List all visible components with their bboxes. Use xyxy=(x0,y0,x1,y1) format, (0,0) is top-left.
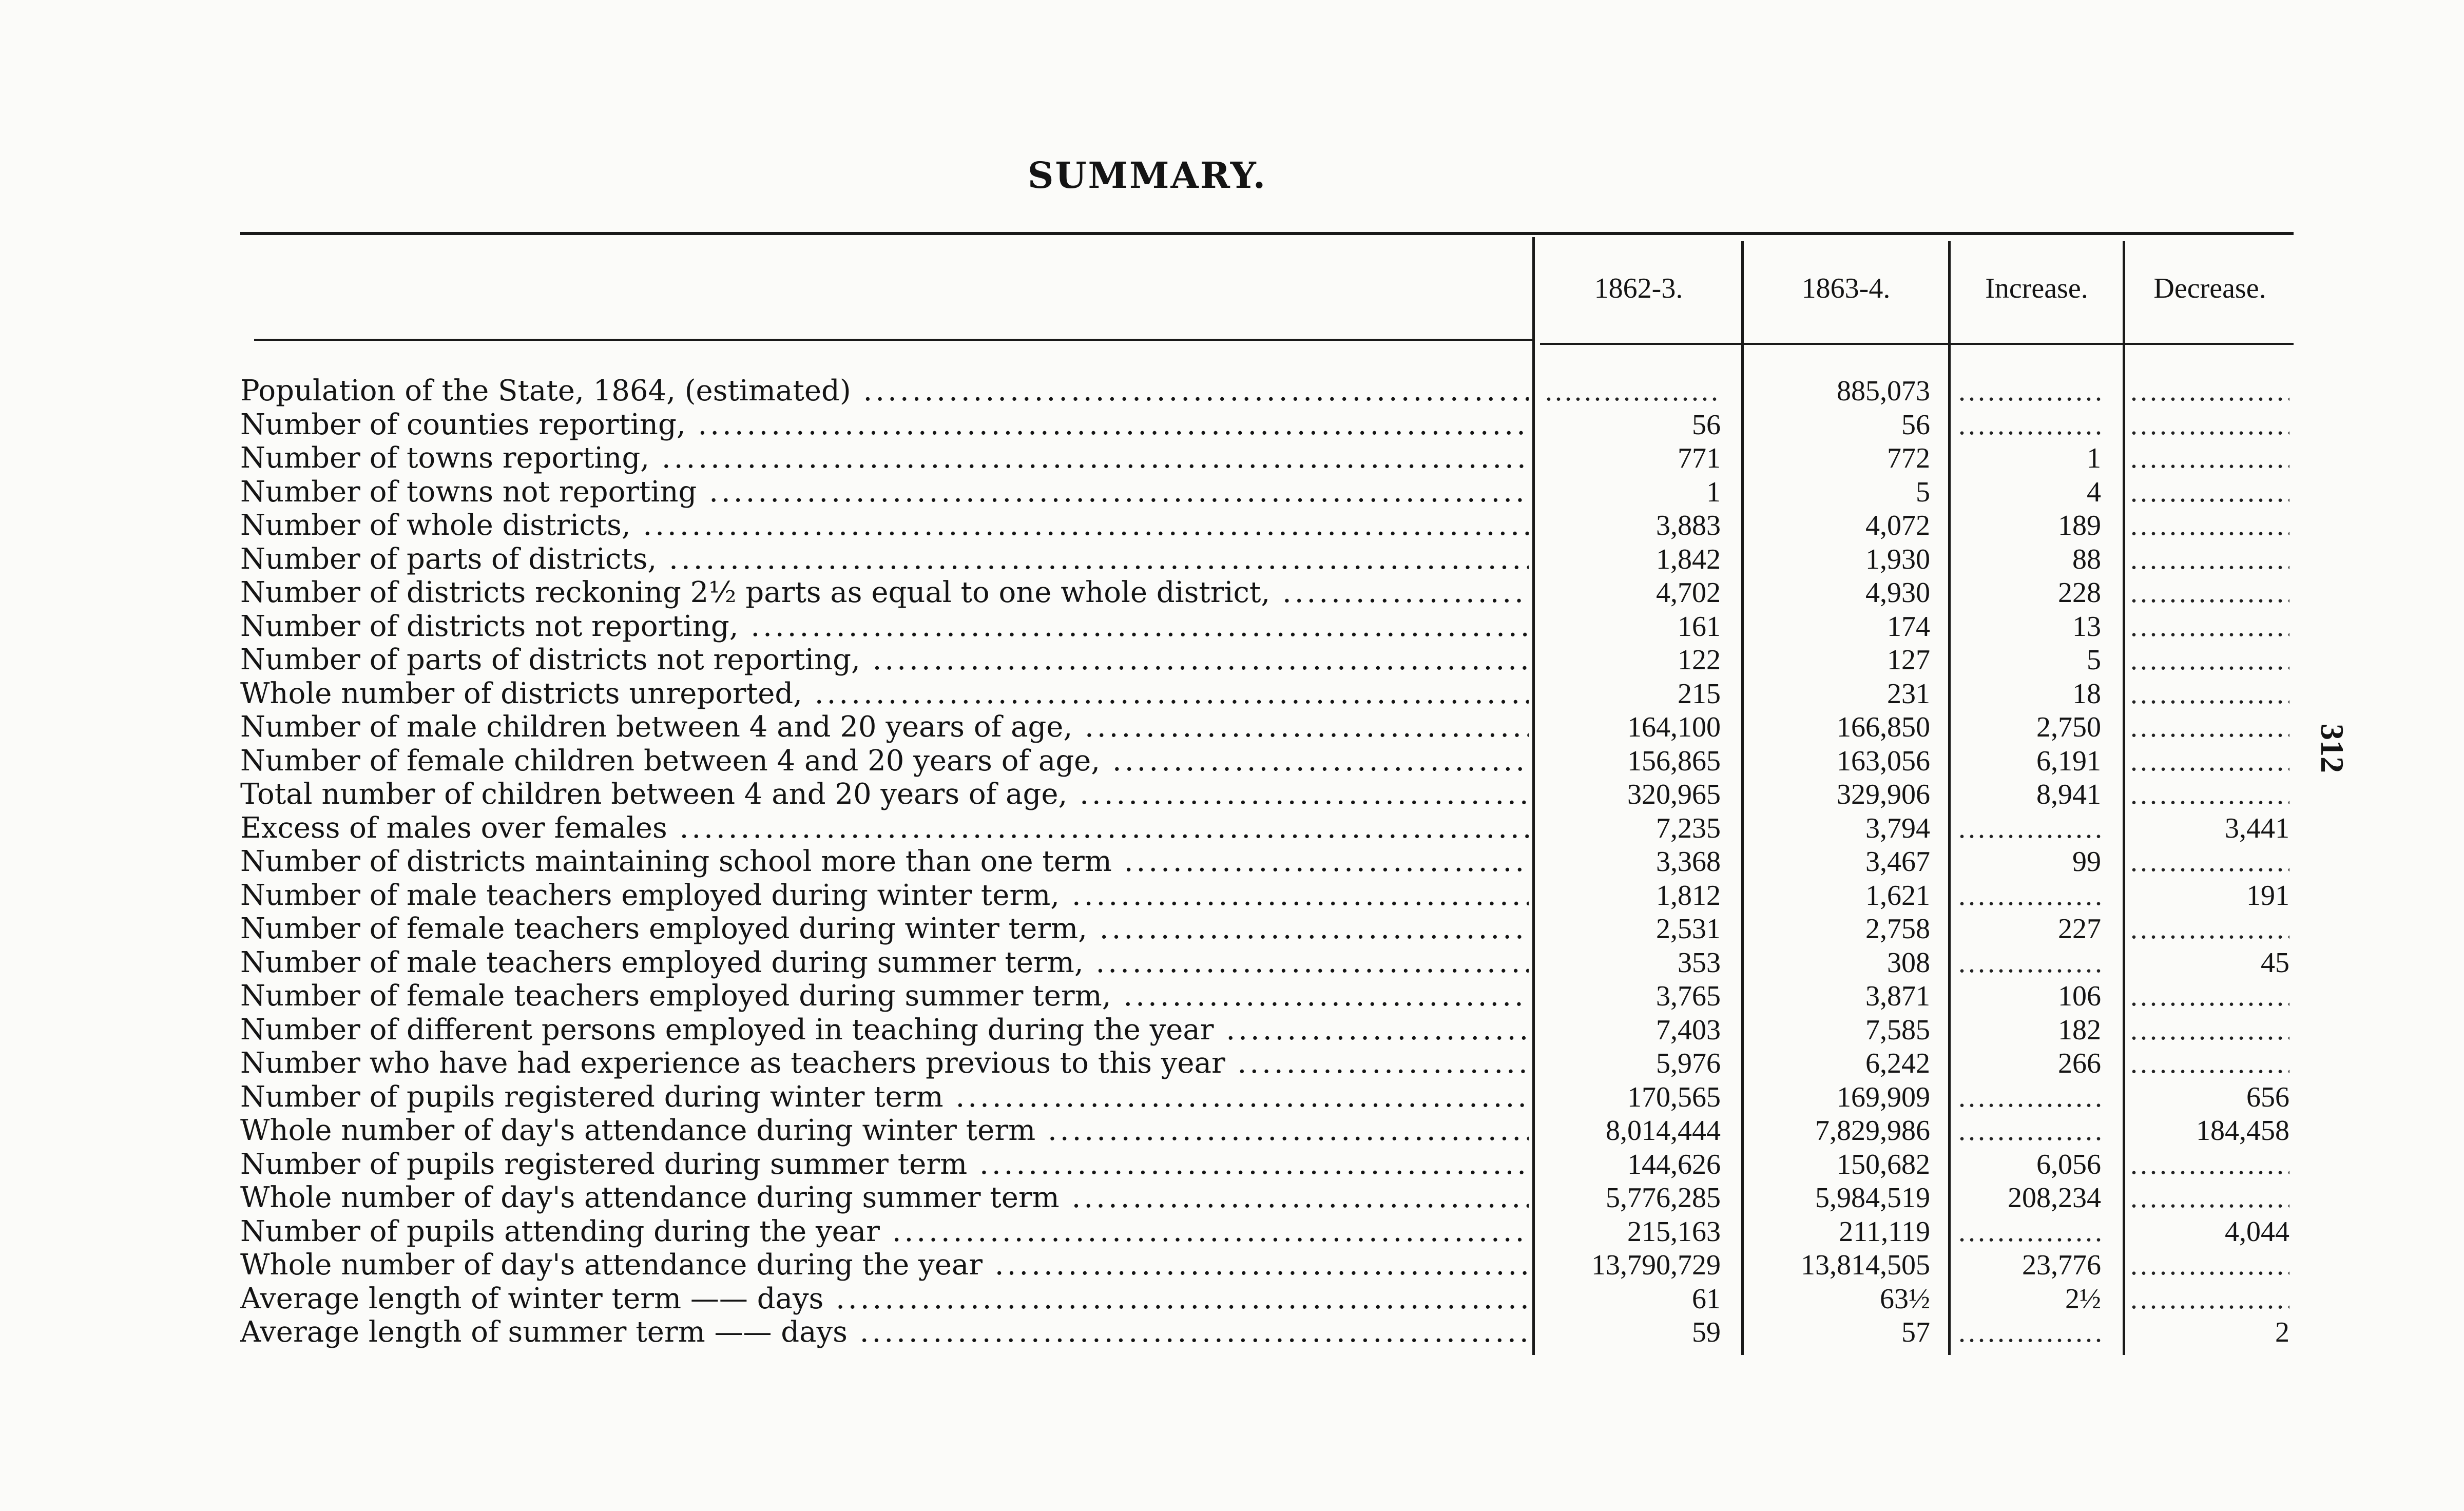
empty-cell-leader xyxy=(2130,1249,2289,1282)
value-1862-3: 320,965 xyxy=(1627,779,1721,810)
value-1862-3: 156,865 xyxy=(1627,745,1721,777)
empty-cell-leader xyxy=(2130,476,2289,509)
value-1862-3: 4,702 xyxy=(1656,577,1721,609)
row-label: Number of male children between 4 and 20 years of age, ..... xyxy=(240,711,1529,744)
value-increase: 5 xyxy=(2087,644,2101,676)
empty-cell-leader xyxy=(1958,1215,2101,1248)
table-row xyxy=(0,375,2464,408)
value-1862-3: 144,626 xyxy=(1627,1148,1721,1180)
table-row xyxy=(0,980,2464,1013)
value-1862-3: 170,565 xyxy=(1627,1081,1721,1113)
table-row xyxy=(0,711,2464,744)
table-row xyxy=(0,1249,2464,1282)
value-decrease: 45 xyxy=(2261,946,2289,979)
row-label: Excess of males over females ..... xyxy=(240,812,1529,845)
value-1862-3: 1,842 xyxy=(1656,543,1721,575)
value-1862-3: 59 xyxy=(1692,1316,1721,1348)
value-1863-4: 3,794 xyxy=(1865,812,1930,844)
row-label: Number of parts of districts, ..... xyxy=(240,543,1529,576)
row-label: Number of male teachers employed during summer term, ..... xyxy=(240,946,1529,979)
column-header-1862-3: 1862-3. xyxy=(1594,273,1683,304)
table-row xyxy=(0,409,2464,441)
value-1862-3: 122 xyxy=(1678,644,1721,676)
value-decrease: 184,458 xyxy=(2196,1115,2289,1147)
table-row xyxy=(0,576,2464,609)
table-row xyxy=(0,1114,2464,1147)
empty-cell-leader xyxy=(1958,812,2101,845)
value-1863-4: 231 xyxy=(1887,677,1930,710)
row-label: Number of districts not reporting, ..... xyxy=(240,610,1529,643)
value-decrease: 656 xyxy=(2246,1081,2289,1113)
table-row xyxy=(0,1148,2464,1181)
empty-cell-leader xyxy=(2130,913,2289,945)
empty-cell-leader xyxy=(2130,845,2289,878)
value-1862-3: 61 xyxy=(1692,1283,1721,1315)
value-1862-3: 161 xyxy=(1678,610,1721,643)
value-decrease: 2 xyxy=(2275,1316,2289,1348)
empty-cell-leader xyxy=(2130,1283,2289,1315)
empty-cell-leader xyxy=(2130,778,2289,811)
value-1863-4: 772 xyxy=(1887,442,1930,474)
table-row xyxy=(0,913,2464,945)
value-increase: 6,191 xyxy=(2036,745,2101,777)
top-rule xyxy=(240,232,2294,235)
value-decrease: 191 xyxy=(2246,879,2289,912)
value-1863-4: 6,242 xyxy=(1865,1048,1930,1079)
empty-cell-leader xyxy=(2130,1181,2289,1214)
value-increase: 6,056 xyxy=(2036,1148,2101,1180)
value-1863-4: 885,073 xyxy=(1837,375,1930,407)
value-1862-3: 353 xyxy=(1678,946,1721,979)
empty-cell-leader xyxy=(2130,745,2289,778)
value-1863-4: 308 xyxy=(1887,946,1930,979)
row-label: Number of counties reporting, ..... xyxy=(240,409,1529,441)
value-increase: 13 xyxy=(2072,610,2101,643)
empty-cell-leader xyxy=(2130,711,2289,744)
row-label: Whole number of day's attendance during winter term ..... xyxy=(240,1114,1529,1147)
value-1862-3: 3,368 xyxy=(1656,846,1721,878)
value-1863-4: 127 xyxy=(1887,644,1930,676)
value-1863-4: 7,585 xyxy=(1865,1014,1930,1046)
empty-cell-leader xyxy=(1958,1316,2101,1349)
row-label: Number of female children between 4 and 20 years of age, ..... xyxy=(240,745,1529,778)
table-row xyxy=(0,812,2464,845)
row-label: Average length of summer term —— days ..... xyxy=(240,1316,1529,1349)
row-label: Number of pupils registered during summer term ..... xyxy=(240,1148,1529,1181)
empty-cell-leader xyxy=(2130,543,2289,576)
value-1863-4: 1,930 xyxy=(1865,543,1930,575)
value-1863-4: 169,909 xyxy=(1837,1081,1930,1113)
value-1862-3: 215,163 xyxy=(1627,1215,1721,1248)
value-1863-4: 5 xyxy=(1916,476,1930,508)
table-row xyxy=(0,1283,2464,1315)
value-1863-4: 56 xyxy=(1901,409,1930,441)
value-1863-4: 163,056 xyxy=(1837,745,1930,777)
empty-cell-leader xyxy=(2130,375,2289,408)
row-label: Total number of children between 4 and 20 years of age, ..... xyxy=(240,778,1529,811)
table-row xyxy=(0,644,2464,676)
table-row xyxy=(0,677,2464,710)
row-label: Whole number of districts unreported, ..... xyxy=(240,677,1529,710)
value-1862-3: 164,100 xyxy=(1627,711,1721,743)
value-1863-4: 3,467 xyxy=(1865,846,1930,878)
value-decrease: 3,441 xyxy=(2225,812,2289,844)
table-row xyxy=(0,610,2464,643)
value-1863-4: 13,814,505 xyxy=(1801,1249,1930,1281)
value-1862-3: 1 xyxy=(1706,476,1721,508)
value-1863-4: 2,758 xyxy=(1865,913,1930,945)
value-1862-3: 8,014,444 xyxy=(1606,1115,1721,1147)
value-1862-3: 215 xyxy=(1678,677,1721,710)
table-row xyxy=(0,1181,2464,1214)
value-increase: 18 xyxy=(2072,677,2101,710)
value-increase: 23,776 xyxy=(2022,1249,2101,1281)
value-1863-4: 329,906 xyxy=(1837,779,1930,810)
value-1863-4: 150,682 xyxy=(1837,1148,1930,1180)
value-1863-4: 1,621 xyxy=(1865,879,1930,912)
table-row xyxy=(0,778,2464,811)
column-header-1863-4: 1863-4. xyxy=(1801,273,1891,304)
empty-cell-leader xyxy=(1958,375,2101,408)
value-increase: 2,750 xyxy=(2036,711,2101,743)
value-1863-4: 5,984,519 xyxy=(1815,1182,1930,1214)
value-increase: 88 xyxy=(2072,543,2101,575)
table-row xyxy=(0,543,2464,576)
table-row xyxy=(0,946,2464,979)
row-label: Average length of winter term —— days ..... xyxy=(240,1283,1529,1315)
empty-cell-leader xyxy=(1958,946,2101,979)
empty-cell-leader xyxy=(1958,879,2101,912)
empty-cell-leader xyxy=(2130,409,2289,441)
empty-cell-leader xyxy=(2130,980,2289,1013)
value-1863-4: 4,930 xyxy=(1865,577,1930,609)
value-1862-3: 13,790,729 xyxy=(1591,1249,1721,1281)
row-label: Number who have had experience as teachers previous to this year ..... xyxy=(240,1047,1529,1080)
value-1862-3: 1,812 xyxy=(1656,879,1721,912)
header-rule-label xyxy=(254,339,1535,341)
row-label: Number of whole districts, ..... xyxy=(240,509,1529,542)
value-1862-3: 7,403 xyxy=(1656,1014,1721,1046)
value-increase: 99 xyxy=(2072,846,2101,878)
value-decrease: 4,044 xyxy=(2225,1215,2289,1248)
header-rule-columns xyxy=(1540,343,2294,345)
table-row xyxy=(0,879,2464,912)
table-row xyxy=(0,1014,2464,1047)
value-1863-4: 7,829,986 xyxy=(1815,1115,1930,1147)
table-row xyxy=(0,442,2464,475)
table-row xyxy=(0,1215,2464,1248)
value-increase: 106 xyxy=(2058,980,2101,1012)
value-1862-3: 56 xyxy=(1692,409,1721,441)
value-1862-3: 3,883 xyxy=(1656,510,1721,541)
row-label: Number of pupils registered during winter term ..... xyxy=(240,1081,1529,1114)
page-title: SUMMARY. xyxy=(1027,154,1267,197)
value-increase: 227 xyxy=(2058,913,2101,945)
row-label: Number of female teachers employed during winter term, ..... xyxy=(240,913,1529,945)
row-label: Population of the State, 1864, (estimated) ..... xyxy=(240,375,1529,408)
value-increase: 182 xyxy=(2058,1014,2101,1046)
row-label: Number of different persons employed in teaching during the year ..... xyxy=(240,1014,1529,1047)
empty-cell-leader xyxy=(2130,509,2289,542)
empty-cell-leader xyxy=(2130,442,2289,475)
empty-cell-leader xyxy=(2130,1047,2289,1080)
row-label: Whole number of day's attendance during summer term ..... xyxy=(240,1181,1529,1214)
value-1862-3: 7,235 xyxy=(1656,812,1721,844)
empty-cell-leader xyxy=(2130,677,2289,710)
table-row xyxy=(0,1316,2464,1349)
value-1862-3: 5,776,285 xyxy=(1606,1182,1721,1214)
value-1863-4: 211,119 xyxy=(1839,1215,1930,1248)
value-increase: 1 xyxy=(2087,442,2101,474)
row-label: Whole number of day's attendance during the year ..... xyxy=(240,1249,1529,1282)
row-label: Number of pupils attending during the year ..... xyxy=(240,1215,1529,1248)
column-header-increase: Increase. xyxy=(1985,273,2088,304)
value-increase: 189 xyxy=(2058,510,2101,541)
empty-cell-leader xyxy=(1958,1114,2101,1147)
empty-cell-leader xyxy=(1958,1081,2101,1114)
table-row xyxy=(0,845,2464,878)
value-increase: 8,941 xyxy=(2036,779,2101,810)
value-1863-4: 63½ xyxy=(1880,1283,1930,1315)
row-label: Number of parts of districts not reporting, ..... xyxy=(240,644,1529,676)
value-1863-4: 57 xyxy=(1901,1316,1930,1348)
table-row xyxy=(0,1047,2464,1080)
table-row xyxy=(0,509,2464,542)
row-label: Number of districts maintaining school more than one term ..... xyxy=(240,845,1529,878)
table-row xyxy=(0,745,2464,778)
value-1863-4: 3,871 xyxy=(1865,980,1930,1012)
value-1863-4: 166,850 xyxy=(1837,711,1930,743)
empty-cell-leader xyxy=(2130,644,2289,676)
empty-cell-leader xyxy=(2130,610,2289,643)
value-increase: 228 xyxy=(2058,577,2101,609)
empty-cell-leader xyxy=(1958,409,2101,441)
empty-cell-leader xyxy=(2130,1014,2289,1047)
value-1863-4: 174 xyxy=(1887,610,1930,643)
value-increase: 208,234 xyxy=(2008,1182,2101,1214)
table-row xyxy=(0,476,2464,509)
column-header-decrease: Decrease. xyxy=(2153,273,2266,304)
value-1862-3: 5,976 xyxy=(1656,1048,1721,1079)
value-1862-3: 3,765 xyxy=(1656,980,1721,1012)
table-row xyxy=(0,1081,2464,1114)
empty-cell-leader xyxy=(2130,1148,2289,1181)
empty-cell-leader xyxy=(1545,375,1721,408)
value-increase: 4 xyxy=(2087,476,2101,508)
value-1862-3: 2,531 xyxy=(1656,913,1721,945)
row-label: Number of male teachers employed during winter term, ..... xyxy=(240,879,1529,912)
row-label: Number of towns reporting, ..... xyxy=(240,442,1529,475)
value-increase: 266 xyxy=(2058,1048,2101,1079)
value-1863-4: 4,072 xyxy=(1865,510,1930,541)
row-label: Number of districts reckoning 2½ parts as equal to one whole district, ..... xyxy=(240,576,1529,609)
page-number: 312 xyxy=(2314,724,2351,773)
row-label: Number of towns not reporting ..... xyxy=(240,476,1529,509)
row-label: Number of female teachers employed during summer term, ..... xyxy=(240,980,1529,1013)
value-1862-3: 771 xyxy=(1678,442,1721,474)
value-increase: 2½ xyxy=(2065,1283,2101,1315)
empty-cell-leader xyxy=(2130,576,2289,609)
